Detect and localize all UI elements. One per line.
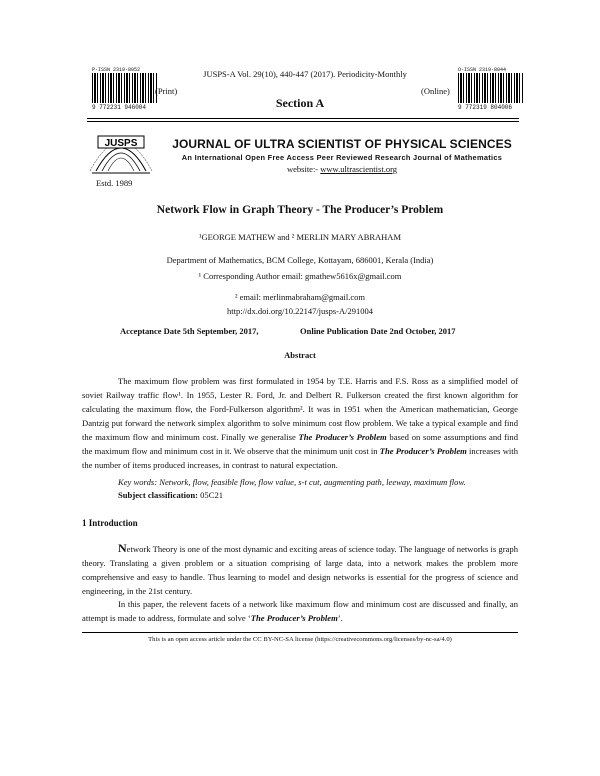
website-link[interactable]: www.ultrascientist.org [320, 164, 398, 174]
abstract-emphasis-2: The Producer’s Problem [379, 446, 467, 456]
corresponding-email: ¹ Corresponding Author email: gmathew5616x@gmail.com [198, 271, 402, 281]
journal-title: JOURNAL OF ULTRA SCIENTIST OF PHYSICAL SCIENCES [172, 137, 512, 151]
online-label: (Online) [421, 86, 450, 96]
intro-paragraph-2 [82, 597, 518, 625]
barcode-bars [92, 73, 157, 103]
abstract-text-2: based on some assumptions and find the maximum flow and minimum cost in it. We observe that the minimum unit cost in [82, 432, 519, 456]
section-label: Section A [275, 96, 325, 110]
barcode-online-digits: 9 772319 804006 [458, 104, 513, 111]
print-label: (Print) [155, 86, 178, 96]
issn-online: O-ISSN 2319-8044 [458, 67, 507, 73]
doi-link[interactable]: http://dx.doi.org/10.22147/jusps-A/291004 [226, 306, 373, 316]
journal-logo [88, 127, 154, 177]
authors: ¹GEORGE MATHEW and ² MERLIN MARY ABRAHAM [198, 232, 402, 242]
abstract-heading: Abstract [284, 350, 316, 360]
intro-paragraph-1 [82, 541, 518, 598]
website-label: website:- [286, 164, 319, 174]
barcode-print-digits: 9 772231 946004 [92, 104, 147, 111]
abstract-text-3: increases with the number of items produced increases, in contrast to natural expectation. [82, 446, 518, 470]
intro-text-2-end: ’. [337, 613, 343, 623]
license-note: This is an open access article under the CC BY-NC-SA license (https://creativecommons.org/licenses/by-nc-sa/4.0) [148, 636, 452, 643]
keywords: Key words: Network, flow, feasible flow, flow value, s-t cut, augmenting path, leeway, maximum flow. [118, 477, 466, 487]
article-title: Network Flow in Graph Theory - The Producer’s Problem [156, 204, 444, 216]
subject-value: 05C21 [200, 490, 224, 500]
header-rule-top [87, 118, 519, 119]
affiliation: Department of Mathematics, BCM College, Kottayam, 686001, Kerala (India) [166, 255, 434, 265]
intro-text-1: etwork Theory is one of the most dynamic and exciting areas of science today. The language of networks is graph theory. Translating a given problem or a situation comprising of large data, into a network makes the problem more comprehensive and easy to handle. Thus learning to model and design networks is essential for the progress of science and engineering, in the 21st century. [82, 544, 518, 596]
barcode-print [92, 67, 157, 112]
established-year: Estd. 1989 [96, 178, 133, 188]
journal-subtitle: An International Open Free Access Peer Reviewed Research Journal of Mathematics [181, 153, 503, 162]
intro-emphasis: The Producer’s Problem [250, 613, 338, 623]
intro-text-2: In this paper, the relevent facets of a network like maximum flow and minimum cost are discussed and finally, an attempt is made to address, formulate and solve ‘ [82, 599, 518, 623]
subject-classification [118, 488, 518, 502]
citation-line: JUSPS-A Vol. 29(10), 440-447 (2017). Periodicity-Monthly [203, 69, 407, 79]
subject-label: Subject classification: [118, 490, 198, 500]
logo-text: JUSPS [104, 138, 138, 149]
section-heading-introduction: 1 Introduction [82, 518, 138, 528]
journal-website [154, 164, 530, 174]
issn-print: P-ISSN 2319-8052 [92, 67, 141, 73]
barcode-online [458, 67, 523, 112]
abstract-paragraph [82, 374, 518, 472]
header-rule-bottom [87, 121, 519, 122]
barcode-bars [458, 73, 523, 103]
acceptance-date: Acceptance Date 5th September, 2017, [120, 326, 259, 336]
dropcap: N [118, 541, 127, 555]
abstract-emphasis-1: The Producer’s Problem [298, 432, 387, 442]
online-publication-date: Online Publication Date 2nd October, 2017 [300, 326, 456, 336]
abstract-text-1: The maximum flow problem was first formulated in 1954 by T.E. Harris and F.S. Ross as a simplified model of soviet Railway traffic flow¹. In 1955, Lester R. Ford, Jr. and Delbert R. Fulkerson created the first known algorithm for calculating the maximum flow, the Ford-Fulkerson algorithm². It was in 1951 when the American mathematician, George Dantzig put forward the network simplex algorithm to solve minimum cost flow problem. We take a typical example and find the maximum flow and minimum cost. Finally we generalise [82, 376, 518, 442]
footer-rule [82, 632, 518, 633]
second-email: ² email: merlinmabraham@gmail.com [234, 292, 366, 302]
